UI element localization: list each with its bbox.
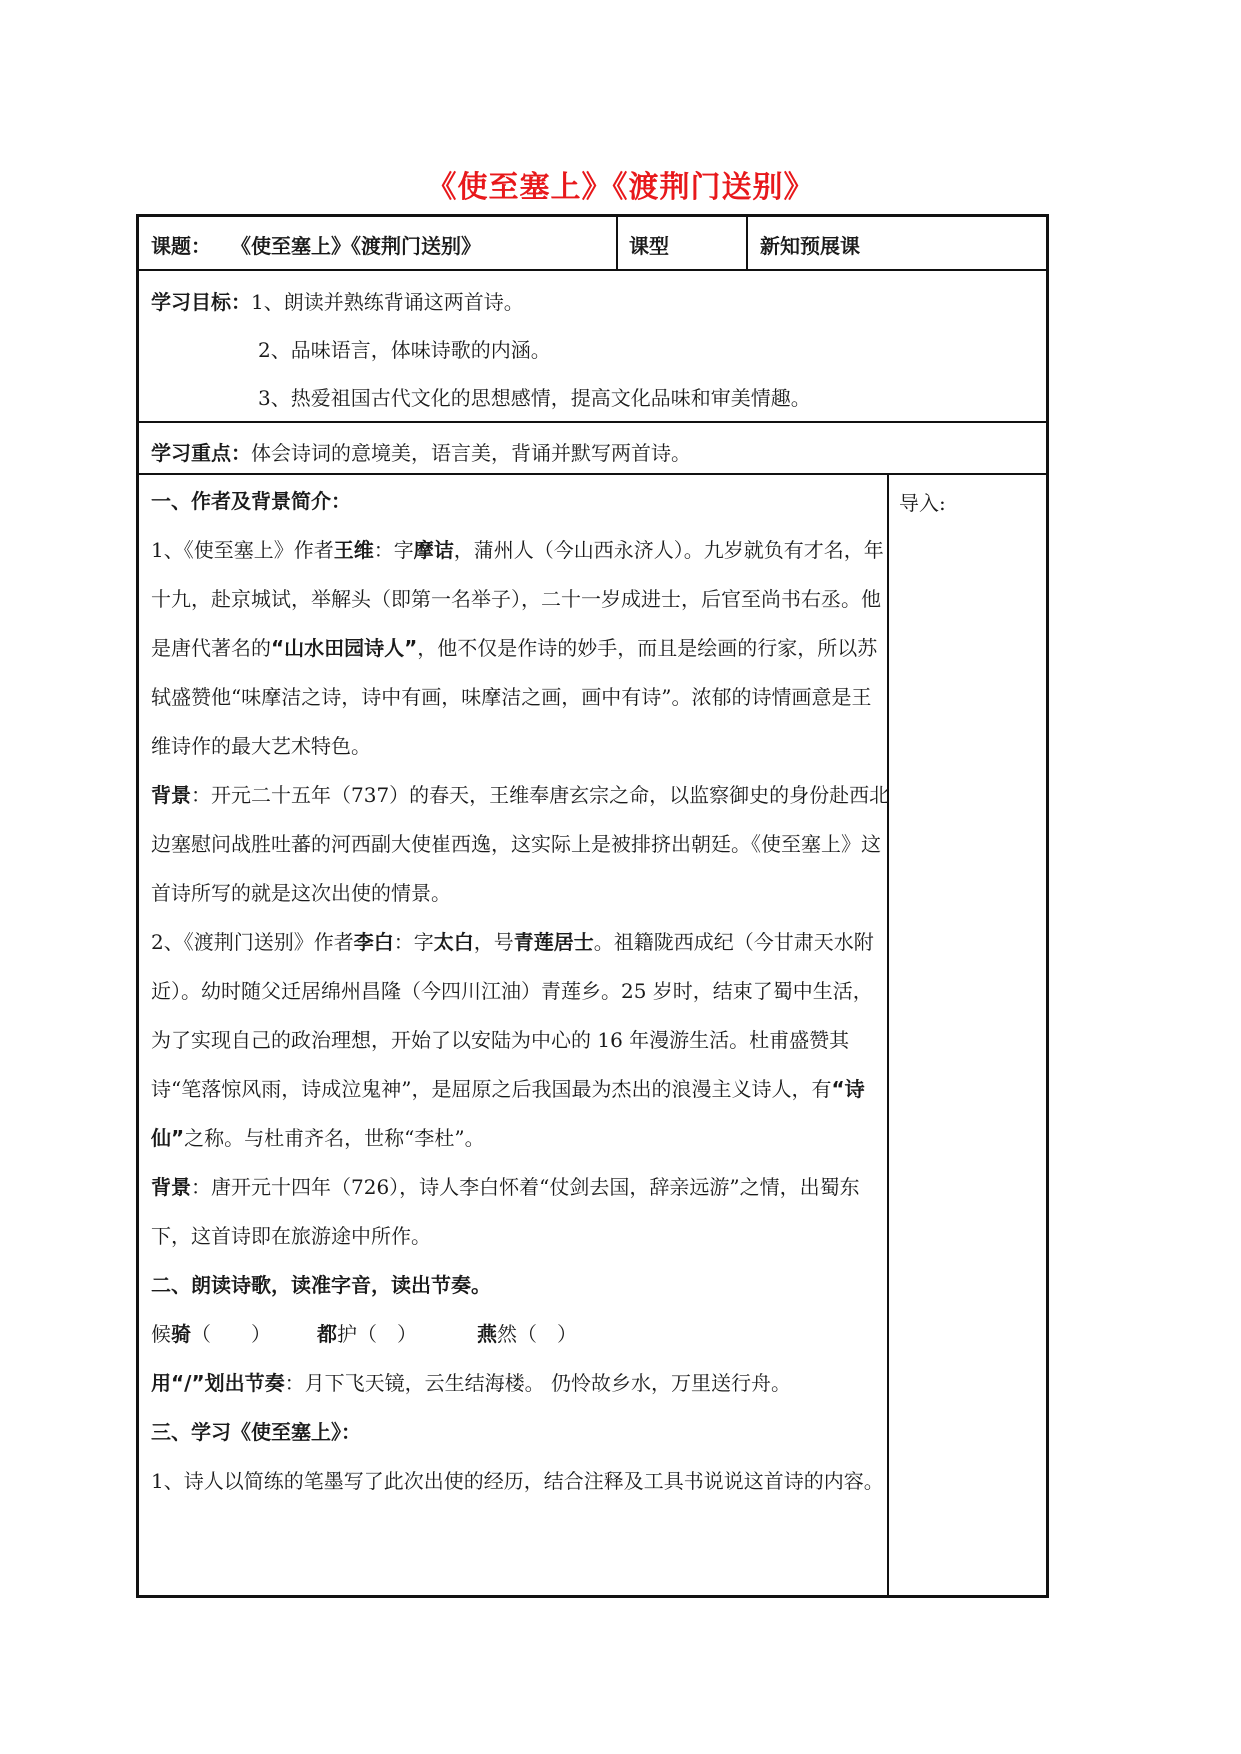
target-char: 燕 [477,1322,497,1346]
text: ：字 [373,538,414,562]
text: 1、《使至塞上》作者 [151,538,334,562]
text: 。祖籍陇西成纪（今甘肃天水附近）。幼时随父迁居绵州昌隆（今四川江油）青莲乡。25 岁时，结束了蜀中生活，为了实现自己的政治理想，开始了以安陆为中心的 16 年漫游生活。杜甫盛赞其诗“笔落惊风雨，诗成泣鬼神”，是屈原之后我国最为杰出的浪漫主义诗人，有 [151,930,874,1101]
document-title: 《使至塞上》《渡荆门送别》 [426,170,815,205]
text: ，号 [473,930,514,954]
section-heading: 一、作者及背景简介： [151,489,351,513]
pronunciation-row [151,1310,891,1359]
goal-item: 3、热爱祖国古代文化的思想感情，提高文化品味和审美情趣。 [258,386,811,410]
divider [616,217,618,269]
blank: （ ） [191,1322,271,1346]
section-heading: 二、朗读诗歌，读准字音，读出节奏。 [151,1273,491,1297]
blank: 护（ ） [337,1322,417,1346]
background-paragraph-2 [151,1163,891,1261]
divider [139,421,1046,423]
target-char: 骑 [171,1322,191,1346]
target-char: 都 [317,1322,337,1346]
rhythm-row [151,1359,891,1408]
courtesy-name: 太白 [433,930,474,954]
epithet: “诗仙” [151,1077,865,1150]
author-name: 李白 [353,930,394,954]
divider [139,473,1046,475]
goal-item: 1、朗读并熟练背诵这两首诗。 [251,290,524,314]
blank: 然（ ） [497,1322,577,1346]
text: ：字 [393,930,434,954]
question-1: 1、诗人以简练的笔墨写了此次出使的经历，结合注释及工具书说说这首诗的内容。 [151,1469,884,1493]
intro-label: 导入: [899,491,946,515]
author-paragraph-1 [151,526,891,771]
text: 候 [151,1322,171,1346]
text: ：月下飞天镜，云生结海楼。 仍怜故乡水，万里送行舟。 [284,1371,791,1395]
text: 之称。与杜甫齐名，世称“李杜”。 [184,1126,485,1150]
text: ：开元二十五年（737）的春天，王维奉唐玄宗之命，以监察御史的身份赴西北边塞慰问战胜吐蕃的河西副大使崔西逸，这实际上是被排挤出朝廷。《使至塞上》这首诗所写的就是这次出使的情景。 [151,783,890,905]
section-1 [151,477,891,1506]
background-paragraph-1 [151,771,891,918]
background-label: 背景 [151,1175,191,1199]
text: 2、《渡荆门送别》作者 [151,930,354,954]
focus-text: 体会诗词的意境美，语言美，背诵并默写两首诗。 [251,441,691,465]
type-label: 课型 [629,234,669,258]
epithet: “山水田园诗人” [271,636,418,660]
type-value: 新知预展课 [760,234,860,258]
goals-label: 学习目标： [151,290,251,314]
courtesy-name: 摩诘 [413,538,454,562]
goal-item: 2、品味语言，体味诗歌的内涵。 [258,338,551,362]
rhythm-label: 用“/”划出节奏 [151,1371,285,1395]
goals-row-1 [151,290,524,314]
author-name: 王维 [333,538,374,562]
focus-row [151,441,691,465]
topic-value: 《使至塞上》《渡荆门送别》 [231,234,481,258]
divider [139,269,1046,271]
text: ，他不仅是作诗的妙手，而且是绘画的行家，所以苏轼盛赞他“味摩洁之诗，诗中有画，味摩洁之画，画中有诗”。浓郁的诗情画意是王维诗作的最大艺术特色。 [151,636,878,758]
author-paragraph-2 [151,918,891,1163]
divider [746,217,748,269]
background-label: 背景 [151,783,191,807]
lesson-table [136,214,1049,1598]
focus-label: 学习重点： [151,441,251,465]
section-heading: 三、学习《使至塞上》： [151,1420,361,1444]
topic-label: 课题： [151,234,211,258]
pseudonym: 青莲居士 [513,930,594,954]
text: ：唐开元十四年（726），诗人李白怀着“仗剑去国，辞亲远游”之情，出蜀东下，这首诗即在旅游途中所作。 [151,1175,860,1248]
text: ，蒲州人（今山西永济人）。九岁就负有才名，年十九，赴京城试，举解头（即第一名举子），二十一岁成进士，后官至尚书右丞。他是唐代著名的 [151,538,884,660]
